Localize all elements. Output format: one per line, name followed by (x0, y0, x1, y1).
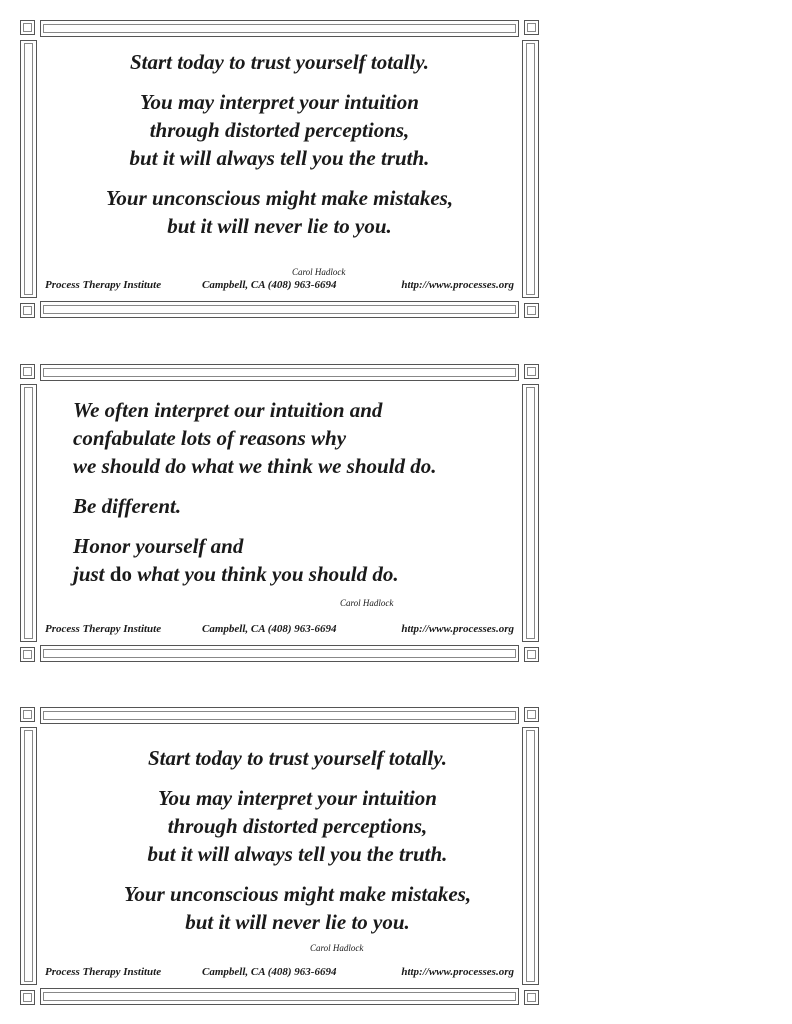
quote-line: through distorted perceptions, (167, 814, 428, 838)
frame-border-right (522, 727, 539, 985)
quote-text (42, 48, 517, 240)
frame-border-right (522, 384, 539, 642)
organization-name: Process Therapy Institute (45, 623, 162, 635)
quote-line: You may interpret your intuition (158, 786, 437, 810)
frame-corner-bottom-left (20, 303, 35, 318)
quote-line: You may interpret your intuition (140, 90, 419, 114)
quote-line: through distorted perceptions, (149, 118, 410, 142)
frame-border-bottom (40, 988, 519, 1005)
quote-fragment: just (73, 562, 110, 586)
organization-name: Process Therapy Institute (45, 966, 162, 978)
quote-paragraph (42, 88, 517, 172)
quote-paragraph (78, 784, 517, 868)
frame-corner-top-right (524, 364, 539, 379)
quote-paragraph (42, 48, 517, 76)
quote-fragment-upright: do (109, 562, 132, 586)
quote-text (78, 744, 517, 936)
quote-line: but it will never lie to you. (185, 910, 410, 934)
frame-border-top (40, 707, 519, 724)
frame-corner-top-left (20, 20, 35, 35)
quote-card-2 (20, 364, 539, 662)
quote-line: Be different. (73, 494, 182, 518)
quote-line: confabulate lots of reasons why (73, 426, 347, 450)
quote-card-1 (20, 20, 539, 318)
quote-line: We often interpret our intuition and (73, 398, 383, 422)
frame-corner-top-right (524, 707, 539, 722)
frame-border-left (20, 40, 37, 298)
frame-corner-bottom-right (524, 990, 539, 1005)
location-phone: Campbell, CA (408) 963-6694 (202, 279, 337, 291)
organization-name: Process Therapy Institute (45, 279, 162, 291)
quote-line: Your unconscious might make mistakes, (105, 186, 454, 210)
frame-border-bottom (40, 301, 519, 318)
frame-corner-top-left (20, 707, 35, 722)
frame-border-top (40, 20, 519, 37)
quote-paragraph (42, 184, 517, 240)
frame-corner-bottom-left (20, 990, 35, 1005)
quote-paragraph (73, 492, 517, 520)
frame-corner-top-left (20, 364, 35, 379)
author-name: Carol Hadlock (310, 943, 364, 953)
quote-paragraph (78, 880, 517, 936)
frame-border-bottom (40, 645, 519, 662)
card-footer (45, 964, 514, 980)
quote-line: but it will never lie to you. (167, 214, 392, 238)
author-name: Carol Hadlock (340, 598, 394, 608)
website-url: http://www.processes.org (401, 279, 514, 291)
quote-line: Your unconscious might make mistakes, (123, 882, 472, 906)
quote-line (73, 560, 517, 588)
frame-corner-top-right (524, 20, 539, 35)
quote-line: but it will always tell you the truth. (129, 146, 430, 170)
quote-paragraph (78, 744, 517, 772)
quote-fragment: what you think you should do. (131, 562, 399, 586)
quote-paragraph (73, 396, 517, 480)
website-url: http://www.processes.org (401, 966, 514, 978)
frame-border-left (20, 384, 37, 642)
website-url: http://www.processes.org (401, 623, 514, 635)
card-footer (45, 277, 514, 293)
quote-line: Start today to trust yourself totally. (147, 746, 448, 770)
quote-line: we should do what we think we should do. (73, 454, 437, 478)
quote-line: Start today to trust yourself totally. (129, 50, 430, 74)
quote-paragraph (73, 532, 517, 588)
quote-line: Honor yourself and (73, 534, 244, 558)
location-phone: Campbell, CA (408) 963-6694 (202, 966, 337, 978)
quote-line: but it will always tell you the truth. (147, 842, 448, 866)
location-phone: Campbell, CA (408) 963-6694 (202, 623, 337, 635)
frame-border-top (40, 364, 519, 381)
author-name: Carol Hadlock (292, 267, 346, 277)
frame-corner-bottom-right (524, 647, 539, 662)
quote-text (42, 396, 517, 588)
frame-border-left (20, 727, 37, 985)
frame-border-right (522, 40, 539, 298)
quote-card-3 (20, 707, 539, 1005)
frame-corner-bottom-left (20, 647, 35, 662)
frame-corner-bottom-right (524, 303, 539, 318)
card-footer (45, 621, 514, 637)
